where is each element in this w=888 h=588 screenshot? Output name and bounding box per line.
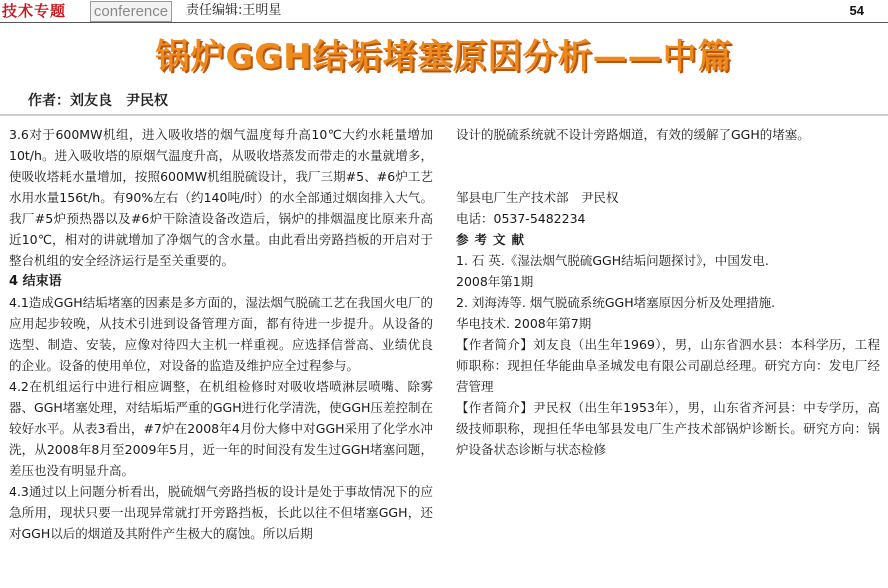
reference-1-line-1: 1. 石 英.《湿法烟气脱硫GGH结垢问题探讨》，中国发电.	[456, 253, 769, 268]
author-bio-2: 【作者简介】尹民权（出生年1953年），男，山东省齐河县：中专学历，高级技师职称，现担任华电邹县发电厂生产技术部锅炉诊断长。研究方向：锅炉设备状态诊断与状态检修	[456, 400, 880, 457]
reference-2-line-2: 华电技术. 2008年第7期	[456, 316, 592, 331]
paragraph-4-3: 4.3通过以上问题分析看出，脱硫烟气旁路挡板的设计是处于事故情况下的应急所用，现状只要一出现异常就打开旁路挡板，长此以往不但堵塞GGH，还对GGH以后的烟道及其附件产生极大的腐蚀。所以后期	[9, 484, 433, 541]
page-number: 54	[849, 3, 864, 18]
article-title: 锅炉GGH结垢堵塞原因分析——中篇	[155, 37, 733, 77]
reference-1-line-2: 2008年第1期	[456, 274, 534, 289]
editor-credit: 责任编辑:王明星	[186, 3, 282, 18]
conference-label: conference	[90, 1, 172, 22]
author-affiliation: 邹县电厂生产技术部 尹民权	[456, 190, 619, 205]
reference-2-line-1: 2. 刘海涛等. 烟气脱硫系统GGH堵塞原因分析及处理措施.	[456, 295, 776, 310]
left-column	[9, 124, 433, 544]
paragraph-continuation: 设计的脱硫系统就不设计旁路烟道，有效的缓解了GGH的堵塞。	[456, 127, 810, 142]
paragraph-4-2: 4.2在机组运行中进行相应调整，在机组检修时对吸收塔喷淋层喷嘴、除雾器、GGH堵塞处理，对结垢垢严重的GGH进行化学清洗，使GGH压差控制在较好水平。从表3看出，#7炉在2008年4月份大修中对GGH采用了化学水冲洗，从2008年8月至2009年5月，近一年的时间没有发生过GGH堵塞问题，差压也没有明显升高。	[9, 379, 433, 478]
spacer	[456, 145, 880, 187]
article-authors: 作者：刘友良 尹民权	[28, 93, 168, 109]
header-divider	[0, 22, 888, 23]
author-phone: 电话：0537-5482234	[456, 211, 586, 226]
references-heading: 参考文献	[456, 232, 531, 247]
section-tag: 技术专题	[2, 2, 67, 20]
paragraph-4-1: 4.1造成GGH结垢堵塞的因素是多方面的，湿法烟气脱硫工艺在我国火电厂的应用起步较晚，从技术引进到设备管理方面，都有待进一步提升。从设备的选型、制造、安装，应像对待四大主机一样重视。应选择信誉高、业绩优良的企业。设备的使用单位，对设备的监造及维护应全过程参与。	[9, 295, 433, 373]
right-column	[456, 124, 880, 460]
section-heading-conclusion: 4 结束语	[9, 274, 62, 289]
page-header	[0, 0, 888, 22]
title-divider	[0, 114, 888, 116]
author-bio-1: 【作者简介】刘友良（出生年1969），男，山东省泗水县：本科学历，工程师职称：现担任华能曲阜圣城发电有限公司副总经理。研究方向：发电厂经营管理	[456, 337, 880, 394]
paragraph-3-6: 3.6对于600MW机组，进入吸收塔的烟气温度每升高10℃大约水耗量增加10t/h。进入吸收塔的原烟气温度升高，从吸收塔蒸发而带走的水量就增多，使吸收塔耗水量增加，按照600MW机组脱硫设计，我厂三期#5、#6炉工艺水用水量156t/h。有90%左右（约140吨/时）的水全部通过烟囱排入大气。我厂#5炉预热器以及#6炉干除渣设备改造后，锅炉的排烟温度比原来升高近10℃，相对的讲就增加了净烟气的含水量。由此看出旁路挡板的开启对于整台机组的安全经济运行是至关重要的。	[9, 127, 433, 268]
